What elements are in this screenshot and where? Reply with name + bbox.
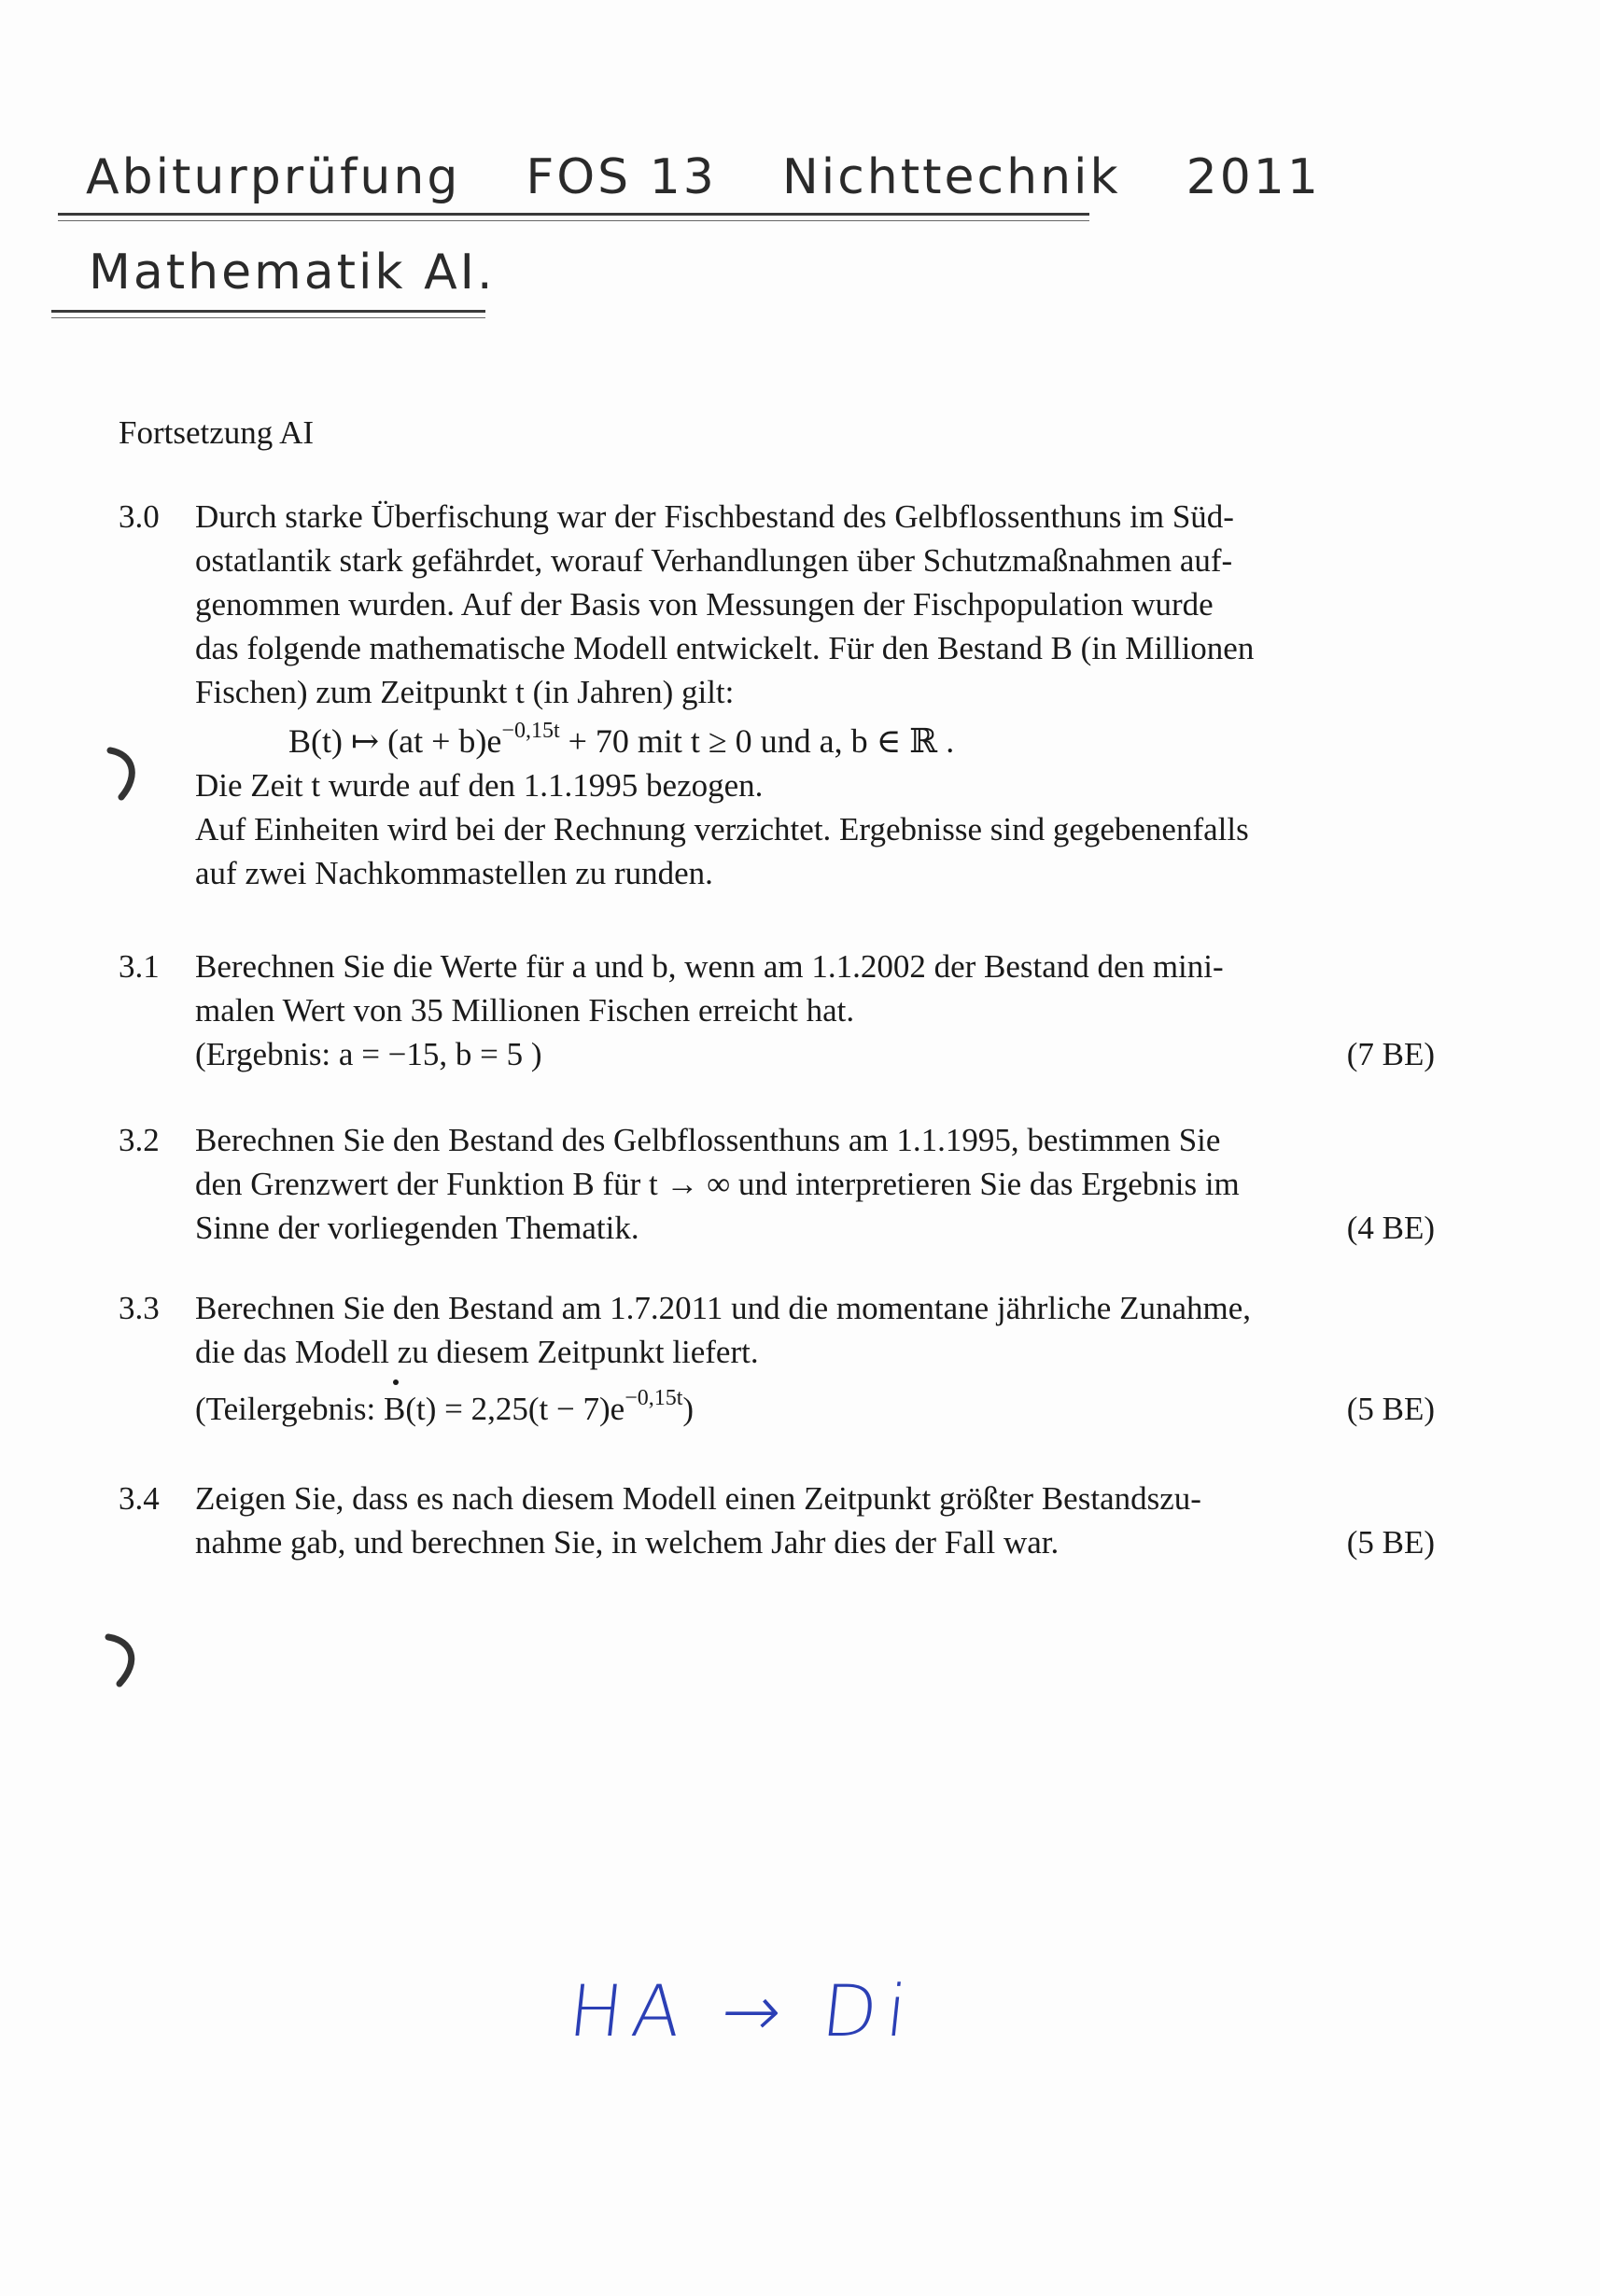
header-underline-1b [58, 220, 1089, 221]
task-number: 3.2 [119, 1122, 160, 1158]
task-line: die das Modell zu diesem Zeitpunkt liefert. [195, 1334, 759, 1370]
header-title-abitur: Abiturprüfung [86, 149, 461, 205]
punch-hole-icon [101, 1633, 142, 1687]
task-body [195, 1477, 1435, 1564]
derivative-b: B [384, 1387, 405, 1431]
task-3-3 [119, 1286, 1435, 1445]
header-underline-2b [51, 317, 485, 318]
header-underline-2 [51, 310, 485, 313]
task-line: Zeigen Sie, dass es nach diesem Modell einen Zeitpunkt größter Bestandszu- [195, 1480, 1201, 1517]
points-badge: (4 BE) [1346, 1210, 1435, 1246]
task-3-2 [119, 1118, 1435, 1258]
task-body [195, 1286, 1435, 1431]
partial-prefix: (Teilergebnis: [195, 1391, 384, 1427]
task-line: Berechnen Sie die Werte für a und b, wenn am 1.1.2002 der Bestand den mini- [195, 948, 1224, 985]
task-line: auf zwei Nachkommastellen zu runden. [195, 855, 713, 891]
handwritten-homework-note: HA → Di [565, 1969, 920, 2052]
task-line: ostatlantik stark gefährdet, worauf Verhandlungen über Schutzmaßnahmen auf- [195, 542, 1233, 579]
task-number: 3.3 [119, 1290, 160, 1326]
header-title-line1 [86, 149, 1321, 205]
task-line: Die Zeit t wurde auf den 1.1.1995 bezogen. [195, 767, 764, 804]
task-line: das folgende mathematische Modell entwickelt. Für den Bestand B (in Millionen [195, 630, 1255, 666]
punch-hole-icon [101, 747, 142, 801]
formula-exponent: −0,15t [501, 719, 560, 743]
task-line-text: Sinne der vorliegenden Thematik. [195, 1210, 639, 1246]
task-line: Fischen) zum Zeitpunkt t (in Jahren) gilt: [195, 674, 735, 710]
task-line: Auf Einheiten wird bei der Rechnung verzichtet. Ergebnisse sind gegebenenfalls [195, 811, 1249, 847]
points-badge: (7 BE) [1346, 1036, 1435, 1072]
formula-rest: + 70 mit t ≥ 0 und a, b ∈ ℝ . [559, 722, 955, 760]
task-body [195, 945, 1435, 1076]
task-line: Berechnen Sie den Bestand des Gelbflossenthuns am 1.1.1995, bestimmen Sie [195, 1122, 1221, 1158]
task-last-line [195, 1520, 1435, 1564]
task-line: Berechnen Sie den Bestand am 1.7.2011 und die momentane jährliche Zunahme, [195, 1290, 1252, 1326]
header-underline-1 [58, 213, 1089, 216]
continuation-label: Fortsetzung AI [119, 414, 315, 451]
task-body [195, 495, 1435, 895]
task-line: den Grenzwert der Funktion B für t → ∞ und interpretieren Sie das Ergebnis im [195, 1166, 1240, 1202]
header-title-nichttechnik: Nichttechnik [781, 149, 1121, 205]
partial-suffix: ) [682, 1391, 695, 1427]
task-line: Durch starke Überfischung war der Fischbestand des Gelbflossenthuns im Süd- [195, 498, 1234, 535]
task-number: 3.1 [119, 948, 160, 985]
task-line-text: nahme gab, und berechnen Sie, in welchem Jahr dies der Fall war. [195, 1524, 1060, 1561]
partial-exponent: −0,15t [625, 1386, 683, 1410]
task-3-1 [119, 945, 1435, 1085]
task-result: (Ergebnis: a = −15, b = 5 ) [195, 1036, 542, 1072]
task-last-line [195, 1206, 1435, 1250]
task-3-0 [119, 495, 1435, 924]
formula-main: B(t) ↦ (at + b)e [288, 722, 502, 760]
task-line: genommen wurden. Auf der Basis von Messungen der Fischpopulation wurde [195, 586, 1214, 623]
points-badge: (5 BE) [1346, 1524, 1435, 1561]
partial-mid: (t) = 2,25(t − 7)e [405, 1391, 625, 1427]
task-number: 3.0 [119, 498, 160, 535]
header-title-year: 2011 [1186, 149, 1321, 205]
task-3-4 [119, 1477, 1435, 1570]
task-partial-result [195, 1387, 1435, 1431]
model-formula [195, 720, 1435, 763]
task-result-line [195, 1032, 1435, 1076]
points-badge: (5 BE) [1346, 1391, 1435, 1427]
task-body [195, 1118, 1435, 1250]
header-title-line2: Mathematik AI. [89, 245, 496, 301]
header-title-fos: FOS 13 [526, 149, 717, 205]
task-number: 3.4 [119, 1480, 160, 1517]
task-line: malen Wert von 35 Millionen Fischen erreicht hat. [195, 992, 855, 1029]
